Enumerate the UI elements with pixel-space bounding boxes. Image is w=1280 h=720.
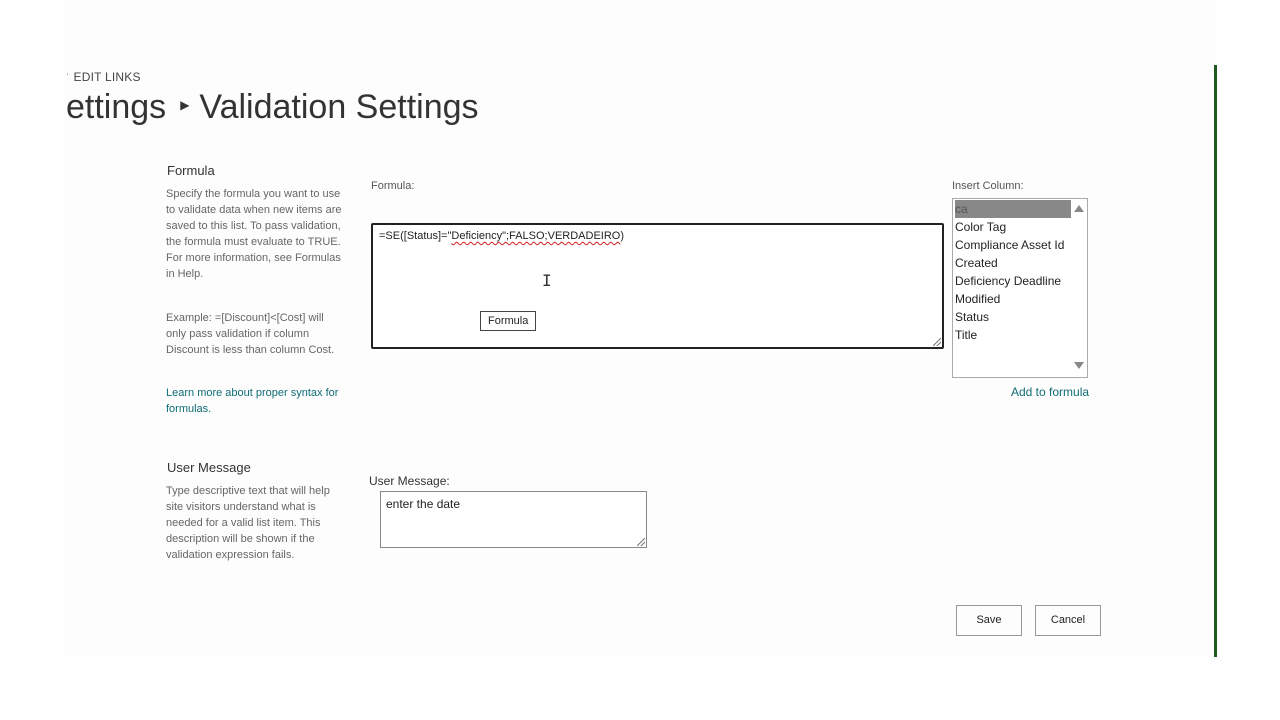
formula-misspelled-part: Deficiency";FALSO;VERDADEIRO — [451, 230, 621, 242]
formula-description: Specify the formula you want to use to validate data when new items are saved to this list. To pass validation, the formula must evaluate to TRUE. For more information, see Formulas in Help. — [166, 188, 342, 280]
edit-links-label: EDIT LINKS — [73, 70, 141, 84]
formula-prefix: =SE([Status]=" — [379, 230, 452, 242]
formula-example: Example: =[Discount]<[Cost] will only pass validation if column Discount is less than column Cost. — [166, 312, 335, 356]
learn-more-link[interactable]: Learn more about proper syntax for formulas. — [166, 387, 339, 415]
user-message-value: enter the date — [386, 497, 461, 511]
page-title — [66, 88, 479, 127]
breadcrumb-arrow-icon: ▶ — [180, 98, 190, 113]
column-option-status[interactable]: Status — [955, 310, 990, 324]
insert-column-label: Insert Column: — [952, 180, 1024, 192]
column-option-modified[interactable]: Modified — [955, 292, 1001, 306]
insert-column-listbox[interactable] — [952, 198, 1088, 378]
column-option-ca[interactable]: ca — [955, 200, 1071, 218]
formula-suffix: ) — [620, 230, 625, 242]
formula-text — [379, 230, 624, 242]
text-cursor-icon: I — [542, 271, 552, 290]
formula-field-label: Formula: — [371, 180, 415, 192]
formula-section-title: Formula — [167, 163, 215, 178]
column-option-created[interactable]: Created — [955, 256, 998, 270]
resize-grip-icon[interactable] — [933, 338, 941, 346]
edit-links-button[interactable] — [66, 70, 141, 84]
user-message-description: Type descriptive text that will help site visitors understand what is needed for a valid list item. This description will be shown if the validation expression fails. — [166, 485, 330, 561]
save-button[interactable]: Save — [956, 605, 1022, 636]
formula-tooltip: Formula — [480, 311, 536, 331]
scroll-up-arrow-icon[interactable] — [1074, 205, 1084, 212]
column-option-color-tag[interactable]: Color Tag — [955, 220, 1007, 234]
column-option-compliance-asset-id[interactable]: Compliance Asset Id — [955, 238, 1065, 252]
column-option-deficiency-deadline[interactable]: Deficiency Deadline — [955, 274, 1062, 288]
breadcrumb-parent-link[interactable]: ettings — [66, 88, 167, 126]
scroll-down-arrow-icon[interactable] — [1074, 362, 1084, 369]
formula-textarea[interactable] — [371, 223, 944, 349]
pencil-icon: ˈ — [66, 73, 70, 84]
right-border-bar — [1214, 65, 1217, 657]
breadcrumb-current: Validation Settings — [199, 88, 479, 126]
user-message-textarea[interactable] — [380, 491, 647, 548]
column-option-title[interactable]: Title — [955, 328, 978, 342]
listbox-scrollbar[interactable] — [1071, 199, 1087, 377]
cancel-button[interactable]: Cancel — [1035, 605, 1101, 636]
add-to-formula-link[interactable]: Add to formula — [1011, 385, 1090, 399]
user-message-section-title: User Message — [167, 460, 251, 475]
user-message-field-label: User Message: — [369, 474, 450, 488]
message-resize-grip-icon[interactable] — [637, 538, 645, 546]
